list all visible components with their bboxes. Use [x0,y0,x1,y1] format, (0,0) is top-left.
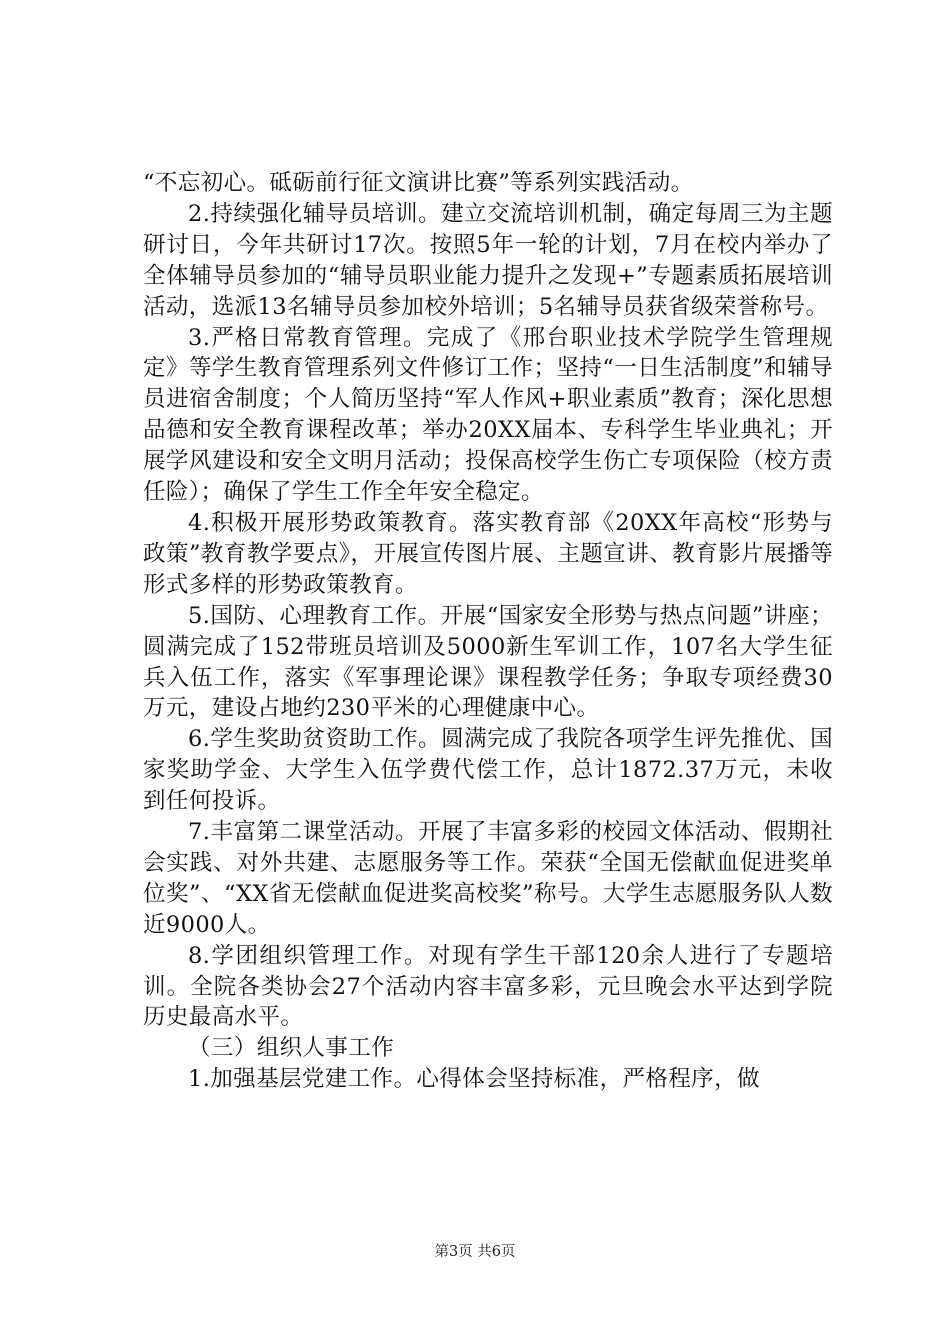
paragraph-defense-psychology: 5.国防、心理教育工作。开展“国家安全形势与热点问题”讲座；圆满完成了152带班员培训及5000新生军训工作，107名大学生征兵入伍工作，落实《军事理论课》课程教学任务；争取专项经费30万元，建设占地约230平米的心理健康中心。 [143,602,833,722]
paragraph-daily-management: 3.严格日常教育管理。完成了《邢台职业技术学院学生管理规定》等学生教育管理系列文件修订工作；坚持“一日生活制度”和辅导员进宿舍制度；个人简历坚持“军人作风+职业素质”教育；深化思想品德和安全教育课程改革；举办20XX届本、专科学生毕业典礼；开展学风建设和安全文明月活动；投保高校学生伤亡专项保险（校方责任险）；确保了学生工作全年安全稳定。 [143,324,833,506]
paragraph-policy-education: 4.积极开展形势政策教育。落实教育部《20XX年高校“形势与政策”教育教学要点》，开展宣传图片展、主题宣讲、教育影片展播等形式多样的形势政策教育。 [143,509,833,598]
paragraph-student-organizations: 8.学团组织管理工作。对现有学生干部120余人进行了专题培训。全院各类协会27个活动内容丰富多彩，元旦晚会水平达到学院历史最高水平。 [143,942,833,1031]
document-body [143,168,833,1095]
paragraph-student-aid: 6.学生奖助贫资助工作。圆满完成了我院各项学生评先推优、国家奖助学金、大学生入伍学费代偿工作，总计1872.37万元，未收到任何投诉。 [143,726,833,815]
paragraph-party-building: 1.加强基层党建工作。心得体会坚持标准，严格程序，做 [188,1066,760,1093]
paragraph-continuation: “不忘初心。砥砺前行征文演讲比赛”等系列实践活动。 [143,170,694,196]
section-heading-personnel: （三）组织人事工作 [188,1035,395,1062]
page-footer: 第3页 共6页 [434,1244,516,1260]
paragraph-counselor-training: 2.持续强化辅导员培训。建立交流培训机制，确定每周三为主题研讨日，今年共研讨17次。按照5年一轮的计划，7月在校内举办了全体辅导员参加的“辅导员职业能力提升之发现+”专题素质拓展培训活动，选派13名辅导员参加校外培训；5名辅导员获省级荣誉称号。 [143,200,833,320]
paragraph-second-classroom: 7.丰富第二课堂活动。开展了丰富多彩的校园文体活动、假期社会实践、对外共建、志愿服务等工作。荣获“全国无偿献血促进奖单位奖”、“XX省无偿献血促进奖高校奖”称号。大学生志愿服务队人数近9000人。 [143,819,833,938]
